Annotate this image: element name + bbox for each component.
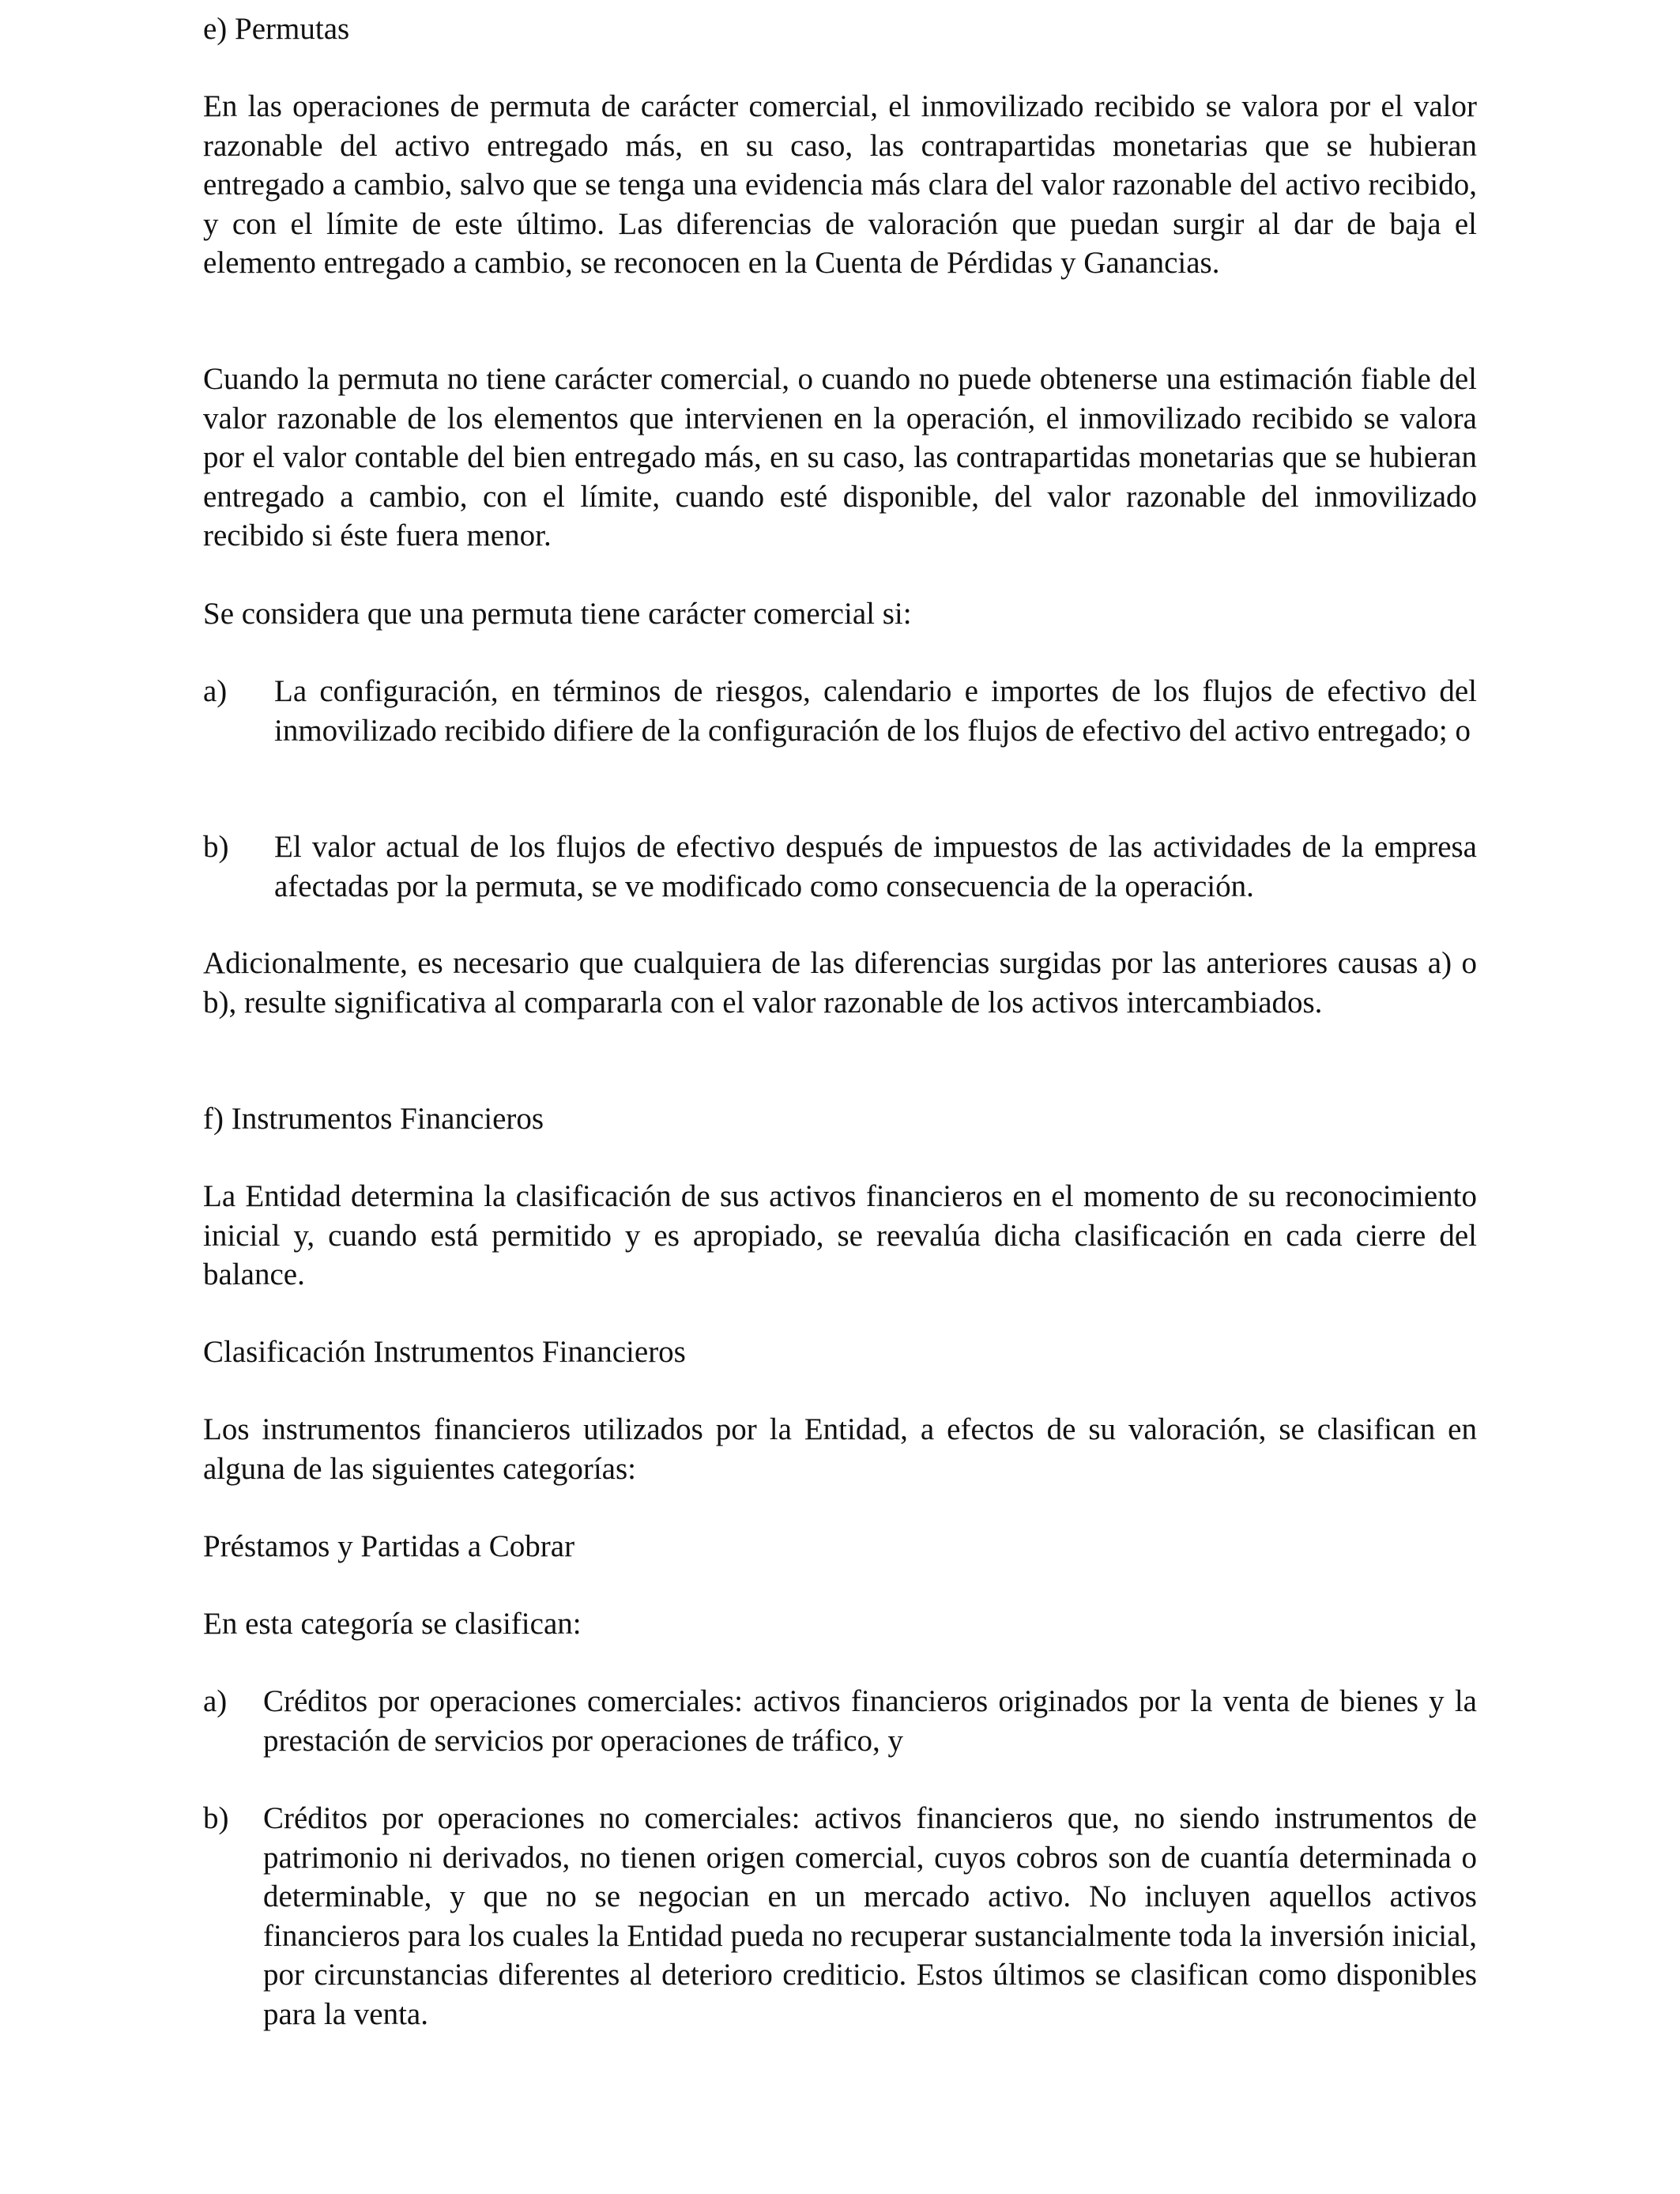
list-item-text: Créditos por operaciones no comerciales: activos financieros que, no siendo instrumentos de patrimonio ni derivados, no tienen origen comercial, cuyos cobros son de cuantía determinada o determinable, y que no se negocian en un mercado activo. No incluyen aquellos activos financieros para los cuales la Entidad pueda no recuperar sustancialmente toda la inversión inicial, por circunstancias diferentes al deterioro crediticio. Estos últimos se clasifican como disponibles para la venta.: [263, 1801, 1477, 2031]
section-f-paragraph-1: La Entidad determina la clasificación de sus activos financieros en el momento de su reconocimiento inicial y, cuando está permitido y es apropiado, se reevalúa dicha clasificación en cada cierre del balance.: [203, 1179, 1477, 1291]
list-item-text: La configuración, en términos de riesgos, calendario e importes de los flujos de efectivo del inmovilizado recibido difiere de la configuración de los flujos de efectivo del activo entregado; o: [274, 674, 1477, 748]
list-item-text: El valor actual de los flujos de efectivo después de impuestos de las actividades de la empresa afectadas por la permuta, se ve modificado como consecuencia de la operación.: [274, 830, 1477, 903]
section-e-paragraph-2: Cuando la permuta no tiene carácter comercial, o cuando no puede obtenerse una estimación fiable del valor razonable de los elementos que intervienen en la operación, el inmovilizado recibido se valora por el valor contable del bien entregado más, en su caso, las contrapartidas monetarias que se hubieran entregado a cambio, con el límite, cuando esté disponible, del valor razonable del inmovilizado recibido si éste fuera menor.: [203, 362, 1477, 552]
list-marker: b): [203, 830, 229, 864]
section-f-paragraph-3: En esta categoría se clasifican:: [203, 1607, 582, 1641]
section-f-heading: f) Instrumentos Financieros: [203, 1102, 544, 1136]
list-marker: b): [203, 1801, 229, 1835]
section-e-paragraph-4: Adicionalmente, es necesario que cualquiera de las diferencias surgidas por las anteriores causas a) o b), resulte significativa al compararla con el valor razonable de los activos intercambiados.: [203, 946, 1477, 1020]
list-marker: a): [203, 674, 228, 708]
section-e-paragraph-3: Se considera que una permuta tiene carácter comercial si:: [203, 597, 912, 631]
section-f-paragraph-2: Los instrumentos financieros utilizados por la Entidad, a efectos de su valoración, se clasifican en alguna de las siguientes categorías:: [203, 1412, 1477, 1486]
section-e-heading: e) Permutas: [203, 12, 350, 46]
section-f-category-heading: Préstamos y Partidas a Cobrar: [203, 1529, 575, 1563]
list-item-text: Créditos por operaciones comerciales: activos financieros originados por la venta de bienes y la prestación de servicios por operaciones de tráfico, y: [263, 1684, 1477, 1758]
section-f-subheading: Clasificación Instrumentos Financieros: [203, 1335, 686, 1369]
list-marker: a): [203, 1684, 228, 1718]
section-e-paragraph-1: En las operaciones de permuta de carácter comercial, el inmovilizado recibido se valora por el valor razonable del activo entregado más, en su caso, las contrapartidas monetarias que se hubieran entregado a cambio, salvo que se tenga una evidencia más clara del valor razonable del activo recibido, y con el límite de este último. Las diferencias de valoración que puedan surgir al dar de baja el elemento entregado a cambio, se reconocen en la Cuenta de Pérdidas y Ganancias.: [203, 89, 1477, 280]
